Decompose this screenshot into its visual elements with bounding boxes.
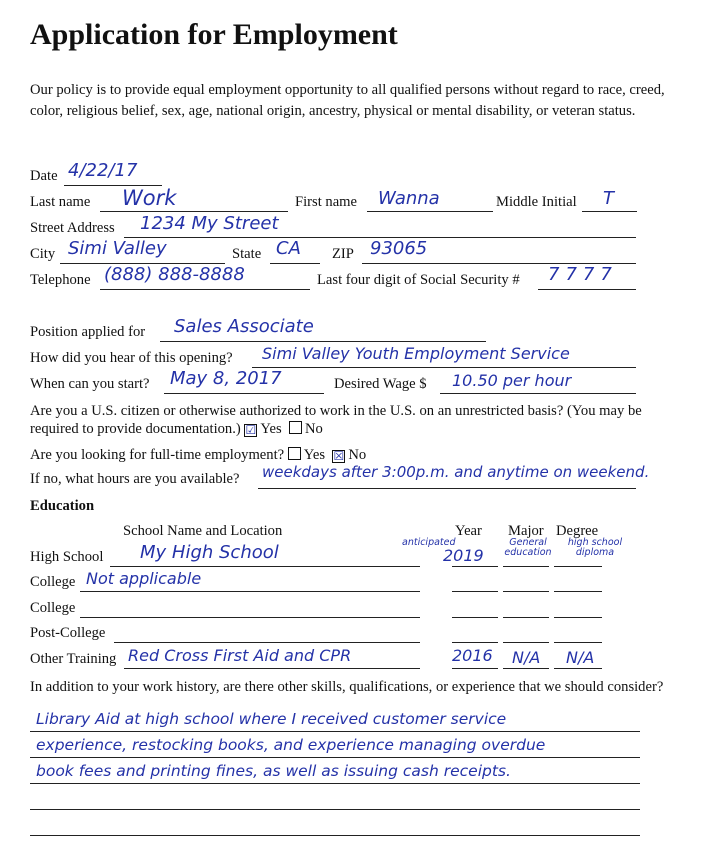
city-field[interactable]: Simi Valley <box>68 238 167 259</box>
major-header: Major <box>508 523 544 539</box>
first-name-field[interactable]: Wanna <box>378 188 440 209</box>
middle-initial-field[interactable]: T <box>603 188 614 209</box>
hs-degree-field[interactable]: high school diploma <box>567 537 623 558</box>
additional-line-3[interactable]: book fees and printing fines, as well as issuing cash receipts. <box>36 762 511 780</box>
start-label: When can you start? <box>30 376 150 392</box>
additional-line-2[interactable]: experience, restocking books, and experience managing overdue <box>36 736 546 754</box>
first-name-label: First name <box>295 194 358 210</box>
hs-major-field[interactable]: General education <box>504 537 552 558</box>
school-header: School Name and Location <box>123 523 283 539</box>
training-year-field[interactable]: 2016 <box>452 646 493 665</box>
fulltime-yes-label: Yes <box>303 447 326 463</box>
date-label: Date <box>30 168 58 184</box>
hear-field[interactable]: Simi Valley Youth Employment Service <box>262 344 570 363</box>
college-label-2: College <box>30 600 76 616</box>
wage-field[interactable]: 10.50 per hour <box>452 371 572 390</box>
start-field[interactable]: May 8, 2017 <box>170 368 282 389</box>
additional-line-1[interactable]: Library Aid at high school where I received customer service <box>36 710 507 728</box>
position-field[interactable]: Sales Associate <box>174 316 314 337</box>
citizen-no-label: No <box>304 421 323 437</box>
fulltime-no-checkbox[interactable]: ☒ <box>333 449 345 463</box>
last-name-label: Last name <box>30 194 91 210</box>
zip-field[interactable]: 93065 <box>370 238 428 259</box>
hear-label: How did you hear of this opening? <box>30 350 233 366</box>
hs-year-field[interactable]: 2019 <box>443 546 484 565</box>
telephone-field[interactable]: (888) 888-8888 <box>104 264 245 285</box>
training-major-field[interactable]: N/A <box>512 648 541 667</box>
citizen-yes-checkbox[interactable]: ☑ <box>245 423 257 437</box>
position-label: Position applied for <box>30 324 146 340</box>
additional-question: In addition to your work history, are there other skills, qualifications, or experience that we should consider? <box>30 679 664 695</box>
ssn-field[interactable]: 7777 <box>548 264 618 285</box>
college-field[interactable]: Not applicable <box>86 569 202 588</box>
training-field[interactable]: Red Cross First Aid and CPR <box>128 646 352 665</box>
other-training-label: Other Training <box>30 651 117 667</box>
education-heading: Education <box>30 498 95 514</box>
hours-field[interactable]: weekdays after 3:00p.m. and anytime on weekend. <box>262 463 650 481</box>
hours-label: If no, what hours are you available? <box>30 471 240 487</box>
city-label: City <box>30 246 56 262</box>
hs-anticipated-note: anticipated <box>402 537 456 548</box>
state-label: State <box>232 246 262 262</box>
citizen-question: Are you a U.S. citizen or otherwise authorized to work in the U.S. on an unrestricted basis? (You may be required to provide documentation.) ☑ Yes No <box>30 403 642 437</box>
state-field[interactable]: CA <box>276 238 301 259</box>
last-name-field[interactable]: Work <box>122 186 177 210</box>
fulltime-no-label: No <box>348 447 367 463</box>
street-label: Street Address <box>30 220 115 236</box>
wage-label: Desired Wage $ <box>334 376 427 392</box>
fulltime-yes-checkbox[interactable] <box>288 447 301 460</box>
training-degree-field[interactable]: N/A <box>566 648 595 667</box>
street-field[interactable]: 1234 My Street <box>140 213 279 234</box>
telephone-label: Telephone <box>30 272 91 288</box>
year-header: Year <box>455 523 482 539</box>
high-school-label: High School <box>30 549 104 565</box>
citizen-no-checkbox[interactable] <box>289 421 302 434</box>
degree-header: Degree <box>556 523 599 539</box>
ssn-label: Last four digit of Social Security # <box>317 272 520 288</box>
policy-statement: Our policy is to provide equal employment opportunity to all qualified persons without regard to race, creed, color, religious belief, sex, age, national origin, ancestry, physical or mental disability, or veteran status. <box>30 82 665 119</box>
date-field[interactable]: 4/22/17 <box>68 160 138 181</box>
post-college-label: Post-College <box>30 625 106 641</box>
zip-label: ZIP <box>332 246 354 262</box>
middle-initial-label: Middle Initial <box>496 194 577 210</box>
citizen-yes-label: Yes <box>260 421 282 437</box>
form-title: Application for Employment <box>30 18 398 51</box>
fulltime-question: Are you looking for full-time employment? Yes ☒ No <box>30 447 367 463</box>
college-label: College <box>30 574 76 590</box>
hs-name-field[interactable]: My High School <box>140 542 279 563</box>
